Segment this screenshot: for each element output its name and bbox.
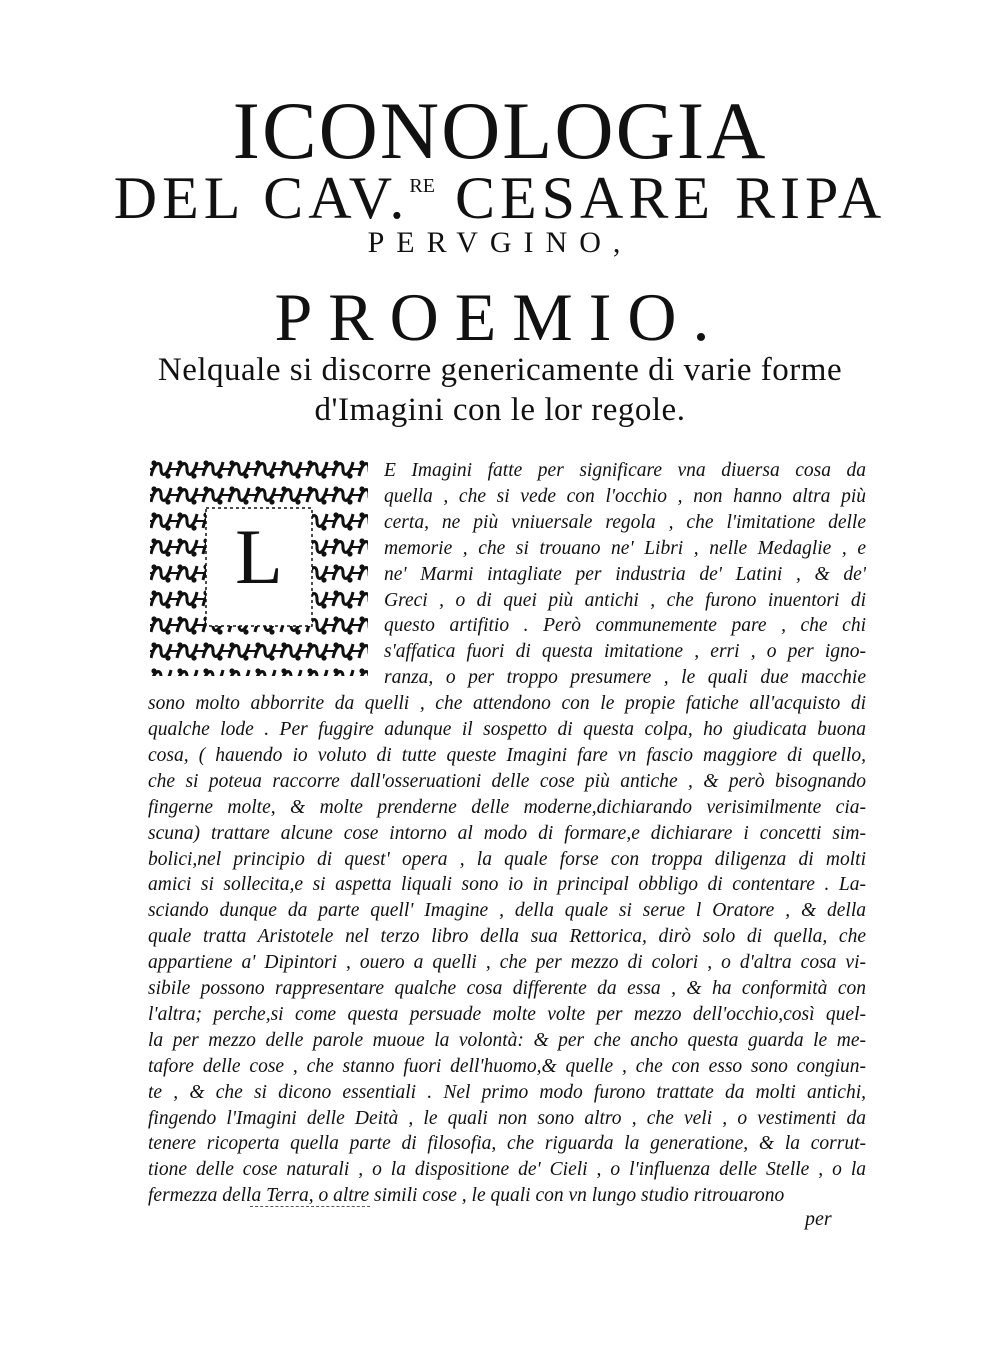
section-title: PROEMIO. [274,279,726,355]
body-line: ne' Marmi intagliate per industria de' Latini , & de' [384,563,866,585]
title-line-3: PERVGINO, [367,226,633,259]
body-line: la per mezzo delle parole muoue la volontà: & per che ancho questa guarda le me- [148,1029,866,1051]
body-line: qualche lode . Per fuggire adunque il sospetto di questa colpa, ho giudicata buona [148,719,866,740]
body-line: tenere ricoperta quella parte di filosofia, che riguarda la generatione, & la corrut- [148,1133,866,1155]
body-line: te , & che si dicono essentiali . Nel primo modo furono trattate da molti antichi, [148,1081,866,1103]
body-line: Greci , o di quei più antichi , che furono inuentori di [384,589,866,611]
title-line-2 [0,164,1000,233]
initial-letter: L [235,513,283,600]
body-line: che si poteua raccorre dall'osseruationi delle cose più antiche , & però bisognando [148,770,866,792]
body-line: tafore delle cose , che stanno fuori dell'huomo,& quelle , che con esso sono congiun- [148,1055,866,1077]
subtitle-line-2: d'Imagini con le lor regole. [314,392,686,428]
body-line: E Imagini fatte per significare vna diuersa cosa da [384,460,866,481]
title-line-1: ICONOLOGIA [232,85,768,176]
decorated-initial [148,456,370,678]
body-line: quella , che si vede con l'occhio , non hanno altra più [384,485,866,507]
body-line: scuna) trattare alcune cose intorno al modo di formare,e dichiarare i concetti sim- [148,822,866,844]
body-line: sciando dunque da parte quell' Imagine , della quale si serue l Oratore , & della [148,900,866,922]
body-line: fermezza della Terra, o altre simili cose , le quali con vn lungo studio ritrouarono [148,1185,785,1207]
body-line: fingerne molte, & molte prenderne delle moderne,dichiarando verisimilmente cia- [148,796,866,818]
body-line: bolici,nel principio di quest' opera , la quale forse con troppa diligenza di molti [148,848,866,870]
body-line: questo artifitio . Però communemente pare , che chi [384,615,866,637]
body-line: appartiene a' Dipintori , ouero a quelli , che per mezzo di colori , o d'altra cosa vi- [148,952,866,974]
page-rule [250,1206,370,1207]
title-line-2-post: CESARE RIPA [434,165,887,231]
body-line: sibile possono rappresentare qualche cosa differente da essa , & ha conformità con [148,978,866,999]
catchword: per [805,1208,832,1230]
body-line: memorie , che si trouano ne' Libri , nelle Medaglie , e [384,537,866,559]
body-line: l'altra; perche,si come questa persuade molte volte per mezzo dell'occhio,così quel- [148,1003,866,1025]
body-line: tione delle cose naturali , o la dispositione de' Cieli , o l'influenza delle Stelle , o la [148,1159,866,1181]
body-line: cosa, ( hauendo io voluto di tutte queste Imagini fare vn fascio maggiore di quello, [148,744,866,766]
body-line: amici si sollecita,e si aspetta liquali sono io in principal obbligo di contentare . La- [148,874,866,896]
title-line-2-pre: DEL CAV. [113,165,410,231]
body-line: sono molto abborrite da quelli , che attendono con le propie fatiche all'acquisto di [148,693,866,715]
body-line: quale tratta Aristotele nel terzo libro della sua Rettorica, dirò solo di quella, che [148,926,866,948]
body-line: fingendo l'Imagini delle Deità , le quali non sono altro , che veli , o vestimenti da [148,1107,866,1129]
body-line: ranza, o per troppo presumere , le quali due macchie [384,667,866,689]
body-line: s'affatica fuori di questa imitatione , erri , o per igno- [384,641,866,663]
title-line-2-superscript: RE [409,175,435,197]
body-line: certa, ne più vniuersale regola , che l'imitatione delle [384,511,866,533]
subtitle-line-1: Nelquale si discorre genericamente di varie forme [157,352,843,388]
